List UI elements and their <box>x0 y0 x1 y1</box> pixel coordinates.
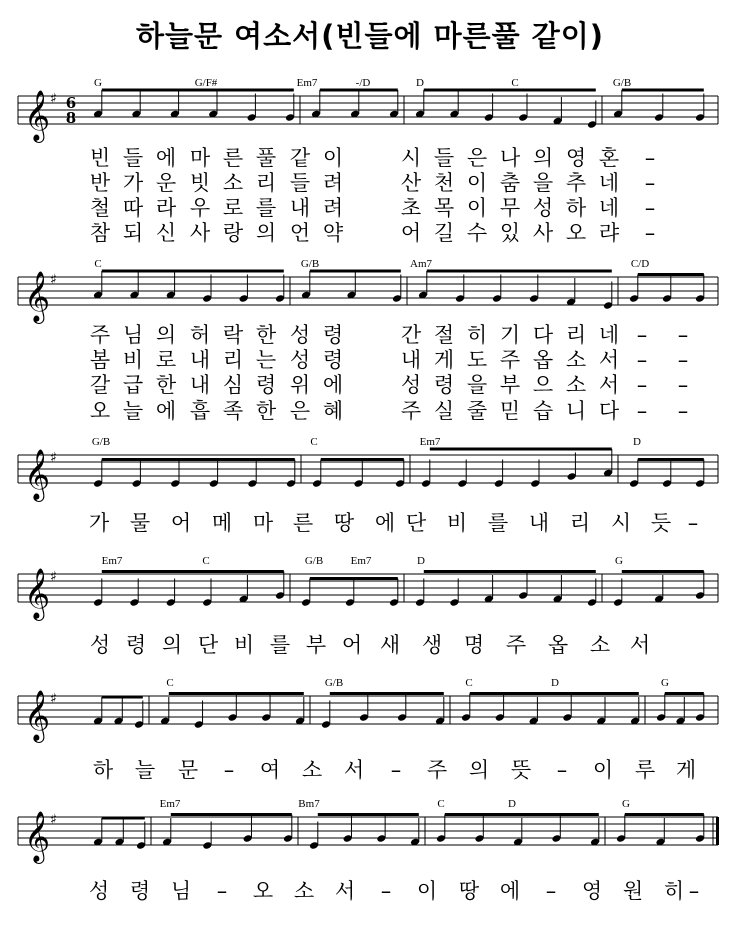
chord-symbol: Em7 <box>296 77 318 89</box>
lyric-syllable: – <box>644 221 656 245</box>
lyric-syllable: 로 <box>222 196 244 220</box>
chord-symbol: G/B <box>304 555 324 567</box>
lyric-syllable: 의 <box>468 758 490 782</box>
lyric-syllable: 듯 <box>650 511 672 535</box>
lyric-syllable: 위 <box>289 373 311 397</box>
lyric-syllable: 부 <box>305 633 327 657</box>
chord-symbol: G <box>661 677 669 689</box>
lyric-syllable: 한 <box>255 323 277 347</box>
lyric-syllable: 네 <box>598 323 620 347</box>
lyric-syllable: 혼 <box>598 146 620 170</box>
lyric-syllable: 천 <box>433 171 455 195</box>
lyric-syllable: 들 <box>433 146 455 170</box>
lyric-syllable: – <box>677 348 689 372</box>
chord-symbol: G/B <box>612 77 632 89</box>
lyric-syllable: – <box>636 399 648 423</box>
lyric-syllable: 려 <box>322 196 344 220</box>
treble-clef-icon: 𝄞 <box>24 449 51 500</box>
lyric-syllable: 게 <box>675 758 697 782</box>
lyric-syllable: 들 <box>122 146 144 170</box>
lyric-syllable: – <box>644 146 656 170</box>
lyric-syllable: 성 <box>289 348 311 372</box>
lyric-syllable: 령 <box>322 323 344 347</box>
lyric-syllable: 봄 <box>89 348 111 372</box>
lyric-syllable: 주 <box>505 633 527 657</box>
chord-symbol: C <box>465 677 473 689</box>
chord-symbol: C <box>511 77 519 89</box>
lyric-syllable: 따 <box>122 196 144 220</box>
lyric-syllable: 리 <box>569 511 591 535</box>
lyric-syllable: 니 <box>565 399 587 423</box>
lyric-syllable: 어 <box>170 511 192 535</box>
lyric-syllable: 내 <box>289 196 311 220</box>
lyric-syllable: 내 <box>189 348 211 372</box>
lyric-syllable: – <box>636 323 648 347</box>
lyric-syllable: 반 <box>89 171 111 195</box>
lyric-syllable: 마 <box>252 511 274 535</box>
lyric-syllable: 를 <box>269 633 291 657</box>
lyric-syllable: 춤 <box>499 171 521 195</box>
chord-symbol: -/D <box>355 77 371 89</box>
chord-symbol: G/B <box>91 436 111 448</box>
chord-symbol: D <box>416 77 424 89</box>
lyric-syllable: 령 <box>255 373 277 397</box>
treble-clef-icon: 𝄞 <box>24 811 51 862</box>
lyric-syllable: 원 <box>622 879 644 903</box>
lyric-syllable: 은 <box>466 146 488 170</box>
lyric-syllable: 를 <box>487 511 509 535</box>
lyric-syllable: 땅 <box>333 511 355 535</box>
lyric-syllable: 성 <box>400 373 422 397</box>
lyric-syllable: 풀 <box>255 146 277 170</box>
chord-symbol: D <box>633 436 641 448</box>
lyric-syllable: 소 <box>565 348 587 372</box>
key-signature-sharp-icon: ♯ <box>50 691 57 707</box>
lyric-syllable: – <box>644 171 656 195</box>
lyric-syllable: – <box>677 373 689 397</box>
music-system <box>18 436 718 535</box>
lyric-syllable: 이 <box>416 879 438 903</box>
time-signature-denominator: 8 <box>65 109 77 127</box>
chord-symbol: G/B <box>300 258 320 270</box>
lyric-syllable: – <box>636 348 648 372</box>
lyric-syllable: 비 <box>446 511 468 535</box>
lyric-syllable: 빈 <box>89 146 111 170</box>
music-system <box>18 258 718 423</box>
chord-symbol: Em7 <box>101 555 123 567</box>
lyric-syllable: 랑 <box>222 221 244 245</box>
lyric-syllable: – <box>636 373 648 397</box>
lyric-syllable: 산 <box>400 171 422 195</box>
lyric-syllable: 락 <box>222 323 244 347</box>
lyric-syllable: 마 <box>189 146 211 170</box>
lyric-syllable: 어 <box>400 221 422 245</box>
chord-symbol: C <box>166 677 174 689</box>
time-signature-numerator: 6 <box>65 94 77 112</box>
lyric-syllable: 의 <box>255 221 277 245</box>
chord-symbol: Em7 <box>350 555 372 567</box>
lyric-syllable: 부 <box>499 373 521 397</box>
lyric-syllable: – <box>545 879 557 903</box>
lyric-syllable: 님 <box>122 323 144 347</box>
lyric-syllable: 족 <box>222 399 244 423</box>
chord-symbol: D <box>551 677 559 689</box>
lyric-syllable: 습 <box>532 399 554 423</box>
lyric-syllable: 오 <box>565 221 587 245</box>
lyric-syllable: 을 <box>466 373 488 397</box>
lyric-syllable: 참 <box>89 221 111 245</box>
lyric-syllable: – <box>687 511 699 535</box>
lyric-syllable: 명 <box>463 633 485 657</box>
lyric-syllable: 무 <box>499 196 521 220</box>
lyric-syllable: 갈 <box>89 373 111 397</box>
music-system <box>18 555 718 657</box>
lyric-syllable: 메 <box>211 511 233 535</box>
music-system <box>18 77 718 245</box>
key-signature-sharp-icon: ♯ <box>50 812 57 828</box>
lyric-syllable: 목 <box>433 196 455 220</box>
lyric-syllable: 의 <box>532 146 554 170</box>
lyric-syllable: 사 <box>189 221 211 245</box>
lyric-syllable: 물 <box>129 511 151 535</box>
lyric-syllable: 소 <box>293 879 315 903</box>
lyric-syllable: 하 <box>92 758 114 782</box>
chord-symbol: C <box>310 436 318 448</box>
lyric-syllable: 되 <box>122 221 144 245</box>
lyric-syllable: 단 <box>197 633 219 657</box>
lyric-syllable: 약 <box>322 221 344 245</box>
lyric-syllable: 히 <box>466 323 488 347</box>
key-signature-sharp-icon: ♯ <box>50 272 57 288</box>
lyric-syllable: 님 <box>170 879 192 903</box>
lyric-syllable: 신 <box>155 221 177 245</box>
lyric-syllable: 간 <box>400 323 422 347</box>
treble-clef-icon: 𝄞 <box>24 568 51 619</box>
lyric-syllable: 에 <box>155 399 177 423</box>
lyric-syllable: – <box>216 879 228 903</box>
lyric-syllable: 으 <box>532 373 554 397</box>
lyric-syllable: 서 <box>598 348 620 372</box>
final-barline-thick <box>716 817 719 845</box>
lyric-syllable: 려 <box>322 171 344 195</box>
lyric-syllable: 수 <box>466 221 488 245</box>
lyric-syllable: 른 <box>222 146 244 170</box>
lyric-syllable: 이 <box>322 146 344 170</box>
song-title: 하늘문 여소서(빈들에 마른풀 같이) <box>136 19 604 53</box>
lyric-syllable: 한 <box>255 399 277 423</box>
lyric-syllable: 여 <box>259 758 281 782</box>
lyric-syllable: 서 <box>629 633 651 657</box>
lyric-syllable: 시 <box>400 146 422 170</box>
lyric-syllable: 심 <box>222 373 244 397</box>
lyric-syllable: 절 <box>433 323 455 347</box>
lyric-syllable: 영 <box>565 146 587 170</box>
chord-symbol: G <box>622 798 630 810</box>
lyric-syllable: 사 <box>532 221 554 245</box>
chord-symbol: C <box>94 258 102 270</box>
lyric-syllable: 실 <box>433 399 455 423</box>
lyric-syllable: 에 <box>322 373 344 397</box>
key-signature-sharp-icon: ♯ <box>50 569 57 585</box>
lyric-syllable: 초 <box>400 196 422 220</box>
lyric-syllable: 는 <box>255 348 277 372</box>
lyric-syllable: 가 <box>122 171 144 195</box>
lyric-syllable: 길 <box>433 221 455 245</box>
lyric-syllable: 다 <box>532 323 554 347</box>
lyric-syllable: 리 <box>255 171 277 195</box>
lyric-syllable: 네 <box>598 171 620 195</box>
lyric-syllable: 성 <box>289 323 311 347</box>
chord-symbol: C <box>437 798 445 810</box>
lyric-syllable: 로 <box>155 348 177 372</box>
lyric-syllable: 주 <box>400 399 422 423</box>
chord-symbol: C <box>202 555 210 567</box>
lyric-syllable: 오 <box>89 399 111 423</box>
lyric-syllable: 이 <box>592 758 614 782</box>
lyric-syllable: 를 <box>255 196 277 220</box>
lyric-syllable: 늘 <box>134 758 156 782</box>
lyric-syllable: 옵 <box>532 348 554 372</box>
lyric-syllable: – <box>677 323 689 347</box>
lyric-syllable: 령 <box>125 633 147 657</box>
lyric-syllable: – <box>223 758 235 782</box>
treble-clef-icon: 𝄞 <box>24 271 51 322</box>
chord-symbol: G/B <box>324 677 344 689</box>
lyric-syllable: 성 <box>89 633 111 657</box>
lyric-syllable: 리 <box>565 323 587 347</box>
lyric-syllable: 늘 <box>122 399 144 423</box>
treble-clef-icon: 𝄞 <box>24 90 51 141</box>
lyric-syllable: 소 <box>222 171 244 195</box>
lyric-syllable: 서 <box>334 879 356 903</box>
lyric-syllable: 새 <box>379 633 401 657</box>
treble-clef-icon: 𝄞 <box>24 690 51 741</box>
lyric-syllable: 생 <box>421 633 443 657</box>
lyric-syllable: 주 <box>89 323 111 347</box>
lyric-syllable: 단 <box>405 511 427 535</box>
lyric-syllable: 서 <box>598 373 620 397</box>
lyric-syllable: 라 <box>155 196 177 220</box>
lyric-syllable: 내 <box>528 511 550 535</box>
chord-symbol: D <box>417 555 425 567</box>
lyric-syllable: 흡 <box>189 399 211 423</box>
lyric-syllable: 한 <box>155 373 177 397</box>
lyric-syllable: 은 <box>289 399 311 423</box>
lyric-syllable: 나 <box>499 146 521 170</box>
music-system <box>18 798 719 903</box>
lyric-syllable: 같 <box>289 146 311 170</box>
lyric-syllable: 다 <box>598 399 620 423</box>
lyric-syllable: – <box>644 196 656 220</box>
lyric-syllable: 랴 <box>598 221 620 245</box>
lyric-syllable: 철 <box>89 196 111 220</box>
lyric-syllable: 성 <box>532 196 554 220</box>
lyric-syllable: 령 <box>433 373 455 397</box>
lyric-syllable: 시 <box>610 511 632 535</box>
lyric-syllable: 우 <box>189 196 211 220</box>
lyric-syllable: – <box>380 879 392 903</box>
lyric-syllable: – <box>677 399 689 423</box>
lyric-syllable: 에 <box>155 146 177 170</box>
lyric-syllable: 믿 <box>499 399 521 423</box>
key-signature-sharp-icon: ♯ <box>50 91 57 107</box>
lyric-syllable: 히 <box>663 879 685 903</box>
lyric-syllable: 영 <box>581 879 603 903</box>
lyric-syllable: 가 <box>88 511 110 535</box>
lyric-syllable: 소 <box>565 373 587 397</box>
lyric-syllable: 령 <box>129 879 151 903</box>
lyric-syllable: 내 <box>189 373 211 397</box>
lyric-syllable: 른 <box>292 511 314 535</box>
lyric-syllable: 뜻 <box>510 758 532 782</box>
lyric-syllable: 허 <box>189 323 211 347</box>
chord-symbol: G/F# <box>194 77 218 89</box>
lyric-syllable: 이 <box>466 196 488 220</box>
lyric-syllable: 루 <box>634 758 656 782</box>
lyric-syllable: 령 <box>322 348 344 372</box>
lyric-syllable: 의 <box>161 633 183 657</box>
chord-symbol: Em7 <box>159 798 181 810</box>
chord-symbol: Bm7 <box>298 798 320 810</box>
lyric-syllable: 오 <box>252 879 274 903</box>
lyric-syllable: 옵 <box>547 633 569 657</box>
lyric-syllable: 빗 <box>189 171 211 195</box>
chord-symbol: G <box>94 77 102 89</box>
lyric-syllable: 문 <box>177 758 199 782</box>
lyric-syllable: 이 <box>466 171 488 195</box>
music-system <box>18 677 718 782</box>
lyric-syllable: 서 <box>343 758 365 782</box>
lyric-syllable: – <box>556 758 568 782</box>
lyric-syllable: 에 <box>374 511 396 535</box>
lyric-syllable: – <box>390 758 402 782</box>
chord-symbol: Am7 <box>410 258 432 270</box>
chord-symbol: Em7 <box>419 436 441 448</box>
chord-symbol: C/D <box>630 258 650 270</box>
lyric-syllable: 혜 <box>322 399 344 423</box>
lyric-syllable: 소 <box>589 633 611 657</box>
lyric-syllable: 줄 <box>466 399 488 423</box>
lyric-syllable: 추 <box>565 171 587 195</box>
lyric-syllable: 리 <box>222 348 244 372</box>
lyric-syllable: 을 <box>532 171 554 195</box>
lyric-syllable: 운 <box>155 171 177 195</box>
lyric-syllable: 들 <box>289 171 311 195</box>
lyric-syllable: 어 <box>341 633 363 657</box>
lyric-syllable: 기 <box>499 323 521 347</box>
lyric-syllable: 성 <box>88 879 110 903</box>
lyric-syllable: 땅 <box>458 879 480 903</box>
lyric-syllable: 네 <box>598 196 620 220</box>
lyric-syllable: 급 <box>122 373 144 397</box>
key-signature-sharp-icon: ♯ <box>50 450 57 466</box>
chord-symbol: G <box>615 555 623 567</box>
lyric-syllable: 비 <box>233 633 255 657</box>
lyric-syllable: 도 <box>466 348 488 372</box>
chord-symbol: D <box>508 798 516 810</box>
lyric-syllable: 언 <box>289 221 311 245</box>
lyric-syllable: 비 <box>122 348 144 372</box>
lyric-syllable: 내 <box>400 348 422 372</box>
lyric-syllable: 에 <box>499 879 521 903</box>
lyric-syllable: 의 <box>155 323 177 347</box>
lyric-syllable: 주 <box>426 758 448 782</box>
lyric-syllable: 있 <box>499 221 521 245</box>
lyric-syllable: 주 <box>499 348 521 372</box>
lyric-syllable: – <box>688 879 700 903</box>
lyric-syllable: 게 <box>433 348 455 372</box>
lyric-syllable: 소 <box>301 758 323 782</box>
lyric-syllable: 하 <box>565 196 587 220</box>
